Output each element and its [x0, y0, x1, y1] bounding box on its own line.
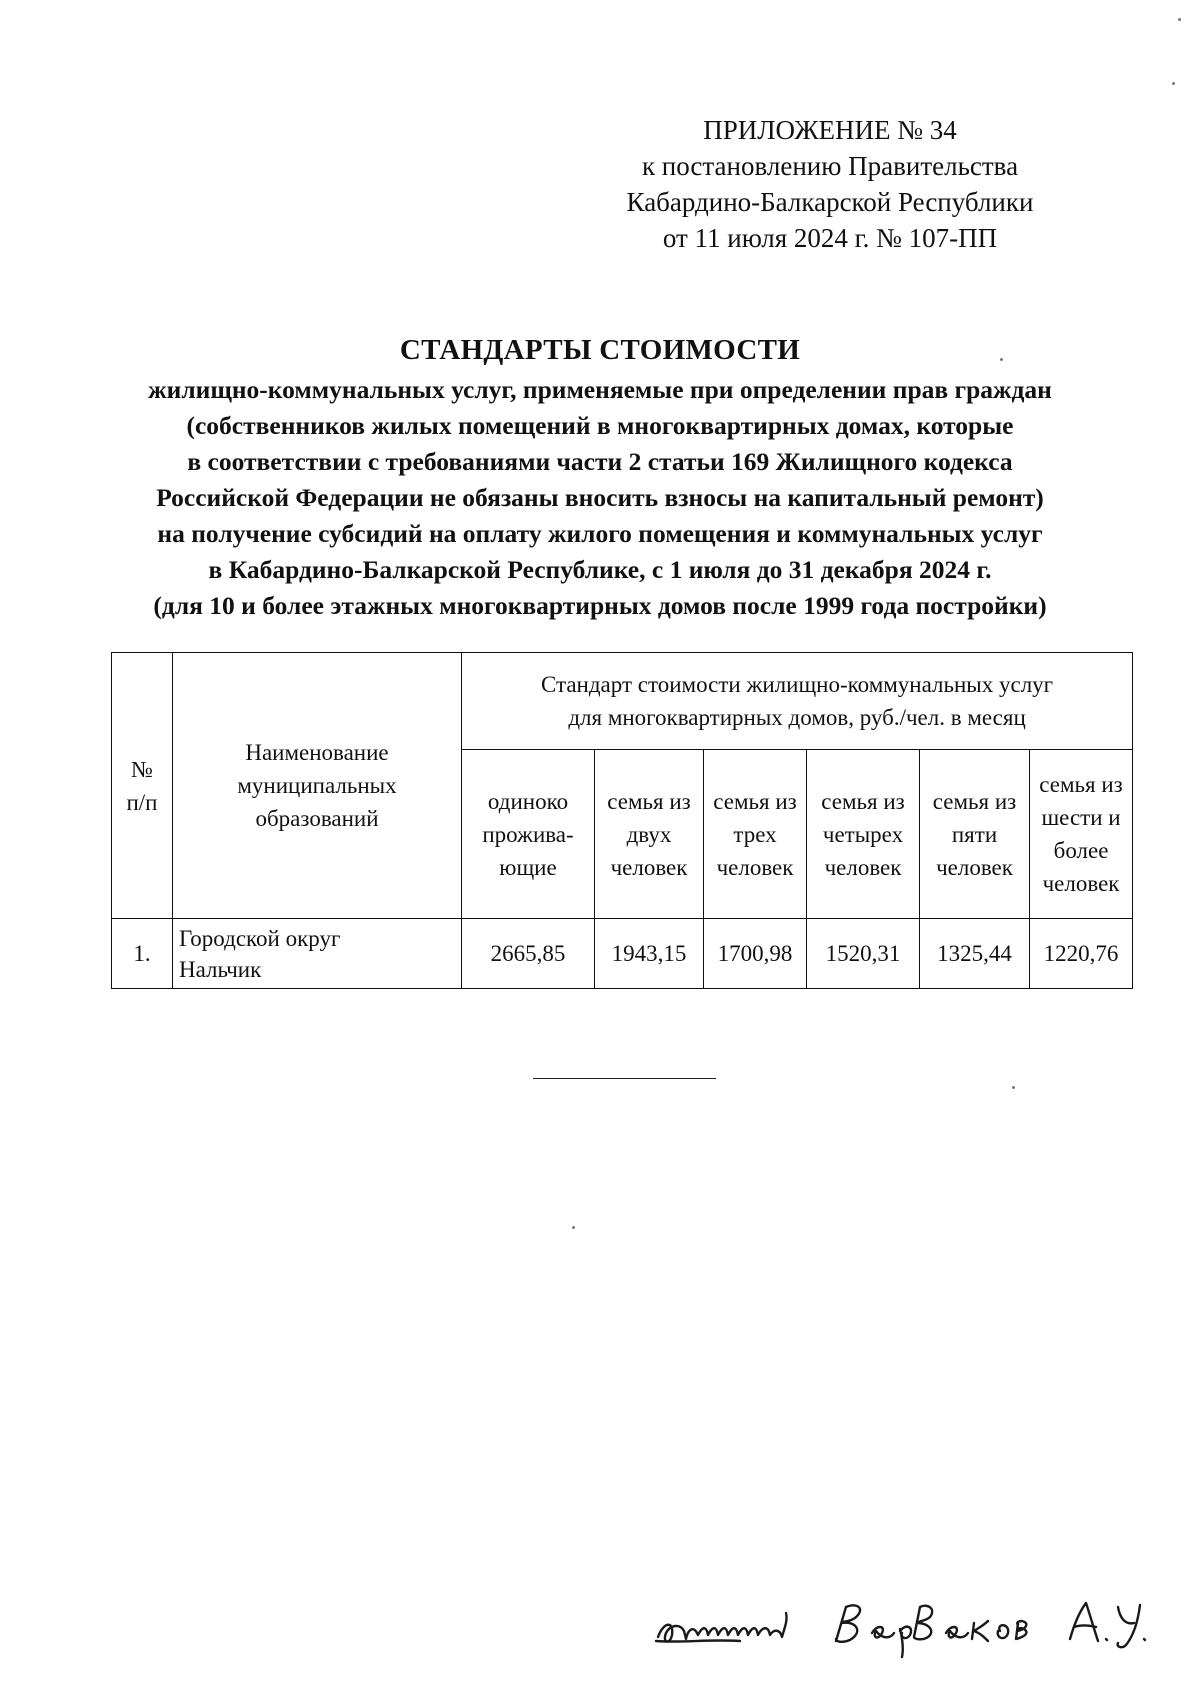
- appendix-date: от 11 июля 2024 г. № 107-ПП: [662, 223, 998, 253]
- group-header-line: для многоквартирных домов, руб./чел. в месяц: [568, 705, 1026, 730]
- group-header-line: Стандарт стоимости жилищно-коммунальных услуг: [540, 672, 1054, 697]
- subheader-line: человек: [824, 854, 902, 880]
- header-family-of-two: [595, 750, 704, 919]
- header-family-of-three: [704, 750, 807, 919]
- value-family-of-six-plus: 1220,76: [1030, 919, 1133, 989]
- title-subtitle: [60, 372, 1140, 624]
- header-number-line: №: [131, 756, 153, 782]
- subheader-line: одиноко: [487, 788, 569, 814]
- appendix-header: [580, 112, 1080, 256]
- header-municipality-line: образований: [255, 806, 379, 831]
- header-single-resident: [462, 750, 595, 919]
- title-main: СТАНДАРТЫ СТОИМОСТИ: [399, 334, 801, 366]
- value-family-of-three: 1700,98: [704, 919, 807, 989]
- header-number-line: п/п: [126, 789, 158, 815]
- subheader-line: двух: [626, 821, 672, 847]
- subheader-line: семья из: [821, 788, 905, 814]
- appendix-line: Кабардино-Балкарской Республики: [626, 187, 1034, 217]
- appendix-line: к постановлению Правительства: [641, 151, 1019, 181]
- scan-speck: [1172, 82, 1175, 85]
- subheader-line: прожива-: [482, 821, 574, 847]
- subheader-line: семья из: [1039, 772, 1123, 797]
- subheader-line: семья из: [607, 788, 691, 814]
- municipality-name-line: Нальчик: [179, 956, 262, 982]
- subheader-line: пяти: [951, 821, 998, 847]
- scan-speck: [1012, 1086, 1015, 1089]
- subheader-line: ющие: [499, 854, 557, 880]
- subheader-line: человек: [716, 854, 794, 880]
- subtitle-line: в соответствии с требованиями части 2 статьи 169 Жилищного кодекса: [187, 447, 1013, 476]
- header-family-of-four: [807, 750, 920, 919]
- value-single-resident: 2665,85: [462, 919, 595, 989]
- row-municipality-name: [173, 919, 462, 989]
- end-separator-line: [533, 1078, 716, 1079]
- subheader-line: человек: [1042, 871, 1120, 896]
- subtitle-line: Российской Федерации не обязаны вносить взносы на капитальный ремонт): [156, 483, 1044, 512]
- subtitle-line: в Кабардино-Балкарской Республике, с 1 июля до 31 декабря 2024 г.: [208, 555, 992, 584]
- subheader-line: человек: [936, 854, 1013, 880]
- subtitle-line: на получение субсидий на оплату жилого помещения и коммунальных услуг: [157, 519, 1043, 548]
- scan-speck: [1178, 18, 1181, 21]
- subheader-line: человек: [610, 854, 688, 880]
- value-family-of-two: 1943,15: [595, 919, 704, 989]
- subheader-line: шести и: [1041, 805, 1121, 830]
- subheader-line: четырех: [822, 821, 904, 847]
- subheader-line: семья из: [932, 788, 1017, 814]
- subheader-line: трех: [733, 821, 777, 847]
- table-row: [112, 919, 1133, 989]
- value-family-of-five: 1325,44: [920, 919, 1030, 989]
- row-number: 1.: [112, 919, 173, 989]
- header-cost-standard-group: [462, 653, 1133, 750]
- subheader-line: более: [1053, 838, 1109, 863]
- header-municipality-line: Наименование: [245, 740, 389, 765]
- header-family-of-five: [920, 750, 1030, 919]
- subtitle-line: (собственников жилых помещений в многоквартирных домах, которые: [186, 411, 1014, 440]
- value-family-of-four: 1520,31: [807, 919, 920, 989]
- header-municipality: [173, 653, 462, 919]
- subtitle-line: (для 10 и более этажных многоквартирных домов после 1999 года постройки): [153, 591, 1047, 620]
- appendix-number: ПРИЛОЖЕНИЕ № 34: [703, 115, 957, 145]
- subheader-line: семья из: [713, 788, 797, 814]
- signature-scribble: [650, 1585, 1150, 1665]
- subtitle-line: жилищно-коммунальных услуг, применяемые при определении прав граждан: [148, 375, 1052, 404]
- header-number: [112, 653, 173, 919]
- header-municipality-line: муниципальных: [237, 773, 397, 798]
- handwritten-signature: [650, 1585, 1150, 1665]
- cost-standards-table: [111, 652, 1133, 989]
- scan-speck: [1000, 358, 1003, 361]
- municipality-name-line: Городской округ: [179, 925, 341, 951]
- scan-speck: [572, 1226, 575, 1229]
- document-title: [60, 330, 1140, 624]
- header-family-of-six-plus: [1030, 750, 1133, 919]
